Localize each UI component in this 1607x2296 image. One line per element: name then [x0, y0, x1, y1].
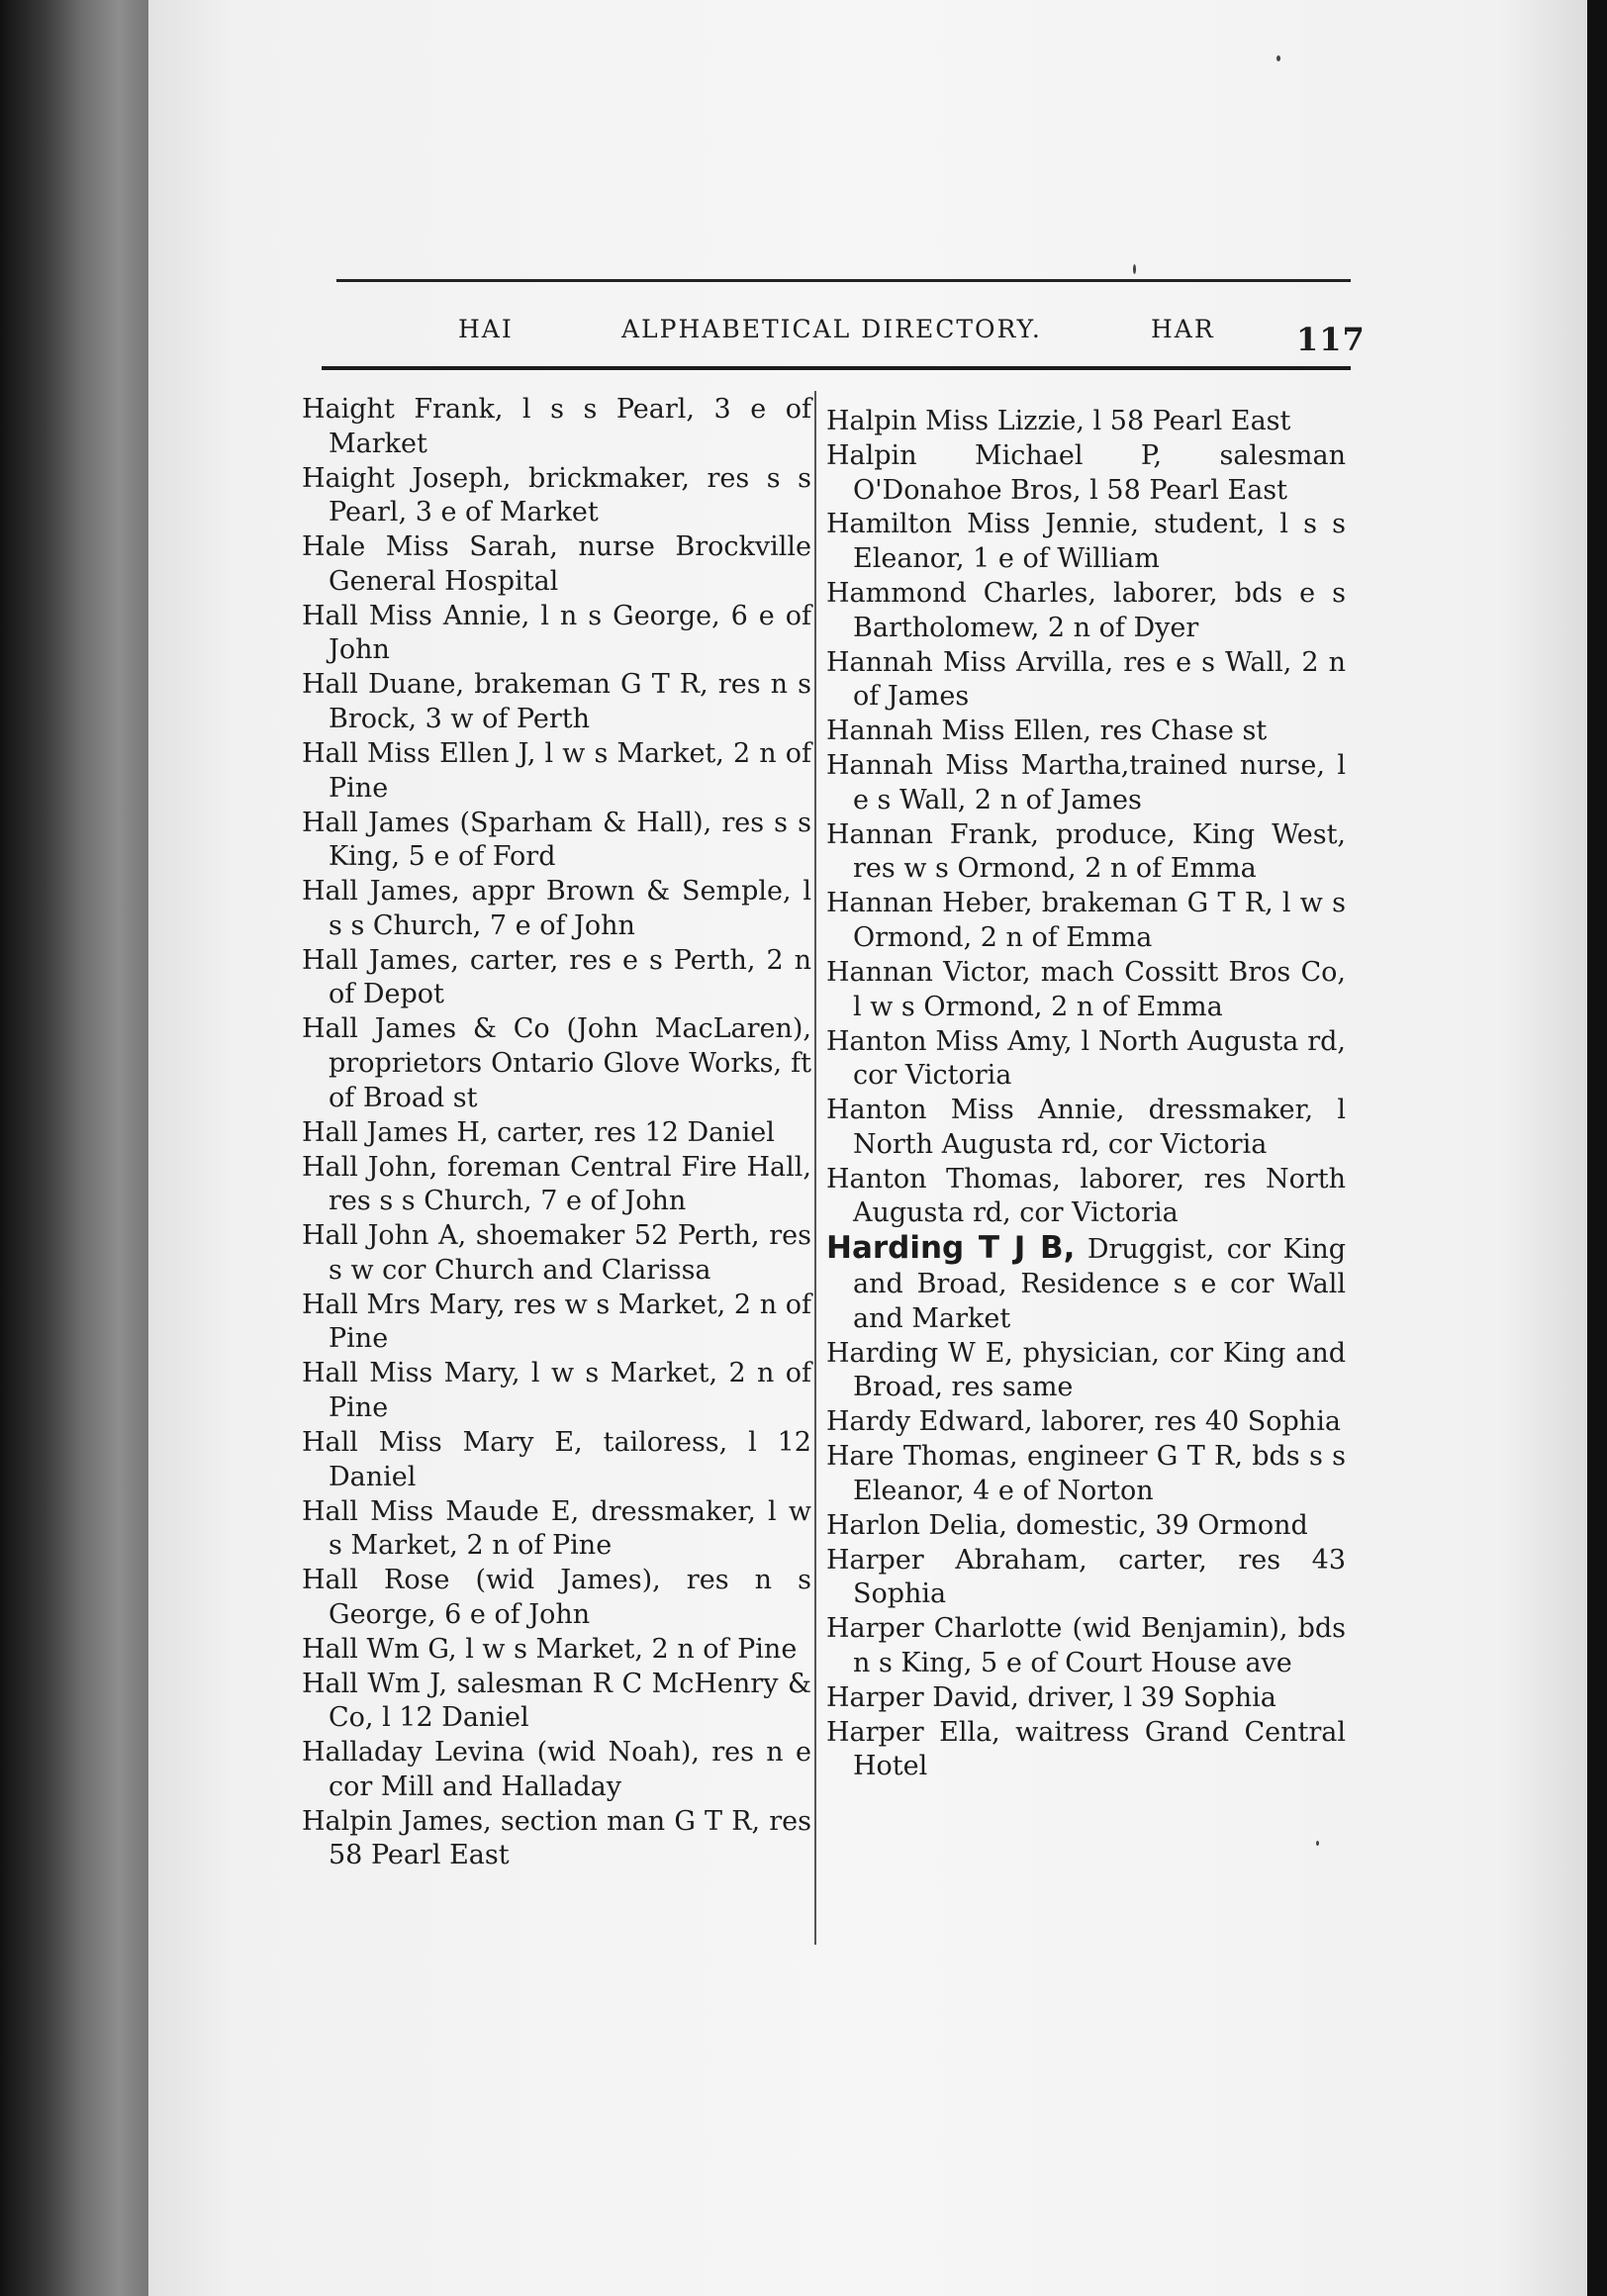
entry-details: l w s Market, 2 n of Pine — [329, 1358, 811, 1424]
entry-details: laborer, res North Augusta rd, cor Victoria — [853, 1163, 1346, 1229]
header-rule-bottom — [322, 366, 1351, 370]
entry-details: trained nurse, l e s Wall, 2 n of James — [853, 750, 1346, 815]
directory-entry — [302, 1116, 811, 1151]
entry-name: Hall John A, — [302, 1220, 467, 1252]
entry-details: l w s Market, 2 n of Pine — [329, 737, 811, 804]
directory-entry — [302, 1633, 811, 1668]
entry-name: Hanton Thomas, — [826, 1163, 1061, 1195]
directory-entry — [302, 1426, 811, 1494]
entry-name: Hall Miss Annie, — [302, 600, 530, 631]
entry-details: student, l s s Eleanor, 1 e of William — [853, 509, 1346, 575]
entry-details: l North Augusta rd, cor Victoria — [853, 1025, 1346, 1092]
entry-name: Hall Wm G, — [302, 1633, 457, 1665]
directory-entry — [302, 1219, 811, 1288]
entry-details: physician, cor King and Broad, res same — [853, 1337, 1347, 1403]
entry-name: Haight Frank, — [302, 394, 504, 425]
entry-name: Hare Thomas, — [826, 1441, 1018, 1473]
directory-entry — [826, 1612, 1346, 1680]
entry-name: Hall Mrs Mary, — [302, 1289, 506, 1320]
entry-details: res w s Market, 2 n of Pine — [329, 1289, 812, 1355]
entry-details: (wid James), res n s George, 6 e of John — [329, 1565, 812, 1630]
book-spine-shadow — [0, 0, 148, 2296]
entry-name: Hall James, — [302, 944, 459, 976]
directory-entry — [302, 393, 811, 461]
entry-name: Hall Miss Mary, — [302, 1358, 520, 1389]
entry-details: mach Cossitt Bros Co, l w s Ormond, 2 n of Emma — [853, 956, 1346, 1022]
entry-details: (wid Noah), res n e cor Mill and Halladay — [329, 1737, 811, 1802]
directory-entry — [302, 1805, 811, 1873]
directory-entry — [826, 405, 1346, 439]
left-column — [302, 393, 811, 1873]
page-edge-shadow — [1587, 0, 1607, 2296]
entry-name: Harlon Delia, — [826, 1509, 1007, 1541]
entry-name: Halpin Miss Lizzie, — [826, 406, 1085, 436]
entry-name: Harper Ella, — [826, 1716, 1000, 1748]
entry-details: carter, res 43 Sophia — [853, 1544, 1347, 1610]
entry-name: Hall James & Co — [302, 1013, 550, 1045]
entry-name: Harding W E, — [826, 1337, 1013, 1369]
directory-entry — [826, 749, 1346, 817]
right-guide-word: HAR — [1151, 315, 1215, 343]
directory-entry — [826, 508, 1346, 576]
entry-details: dressmaker, l w s Market, 2 n of Pine — [329, 1495, 811, 1562]
entry-name: Hamilton Miss Jennie, — [826, 509, 1140, 540]
directory-entry — [302, 807, 811, 875]
directory-entry — [826, 1509, 1346, 1544]
scan-speck — [1316, 1841, 1319, 1846]
directory-entry — [826, 1163, 1346, 1231]
directory-entry — [826, 956, 1346, 1024]
entry-details: Druggist, cor King and Broad, Residence s e cor Wall and Market — [853, 1234, 1346, 1334]
scan-speck — [1133, 264, 1136, 274]
page-title: ALPHABETICAL DIRECTORY. — [621, 315, 1042, 343]
entry-details: brakeman G T R, res n s Brock, 3 w of Perth — [329, 669, 811, 735]
entry-details: (John MacLaren), proprietors Ontario Glove Works, ft of Broad st — [329, 1013, 812, 1113]
directory-entry — [826, 818, 1346, 887]
entry-name: Hall Rose — [302, 1565, 450, 1596]
entry-name: Hanton Miss Annie, — [826, 1095, 1125, 1126]
directory-entry — [826, 1716, 1346, 1784]
directory-entry — [826, 1231, 1346, 1336]
entry-details: driver, l 39 Sophia — [1018, 1681, 1276, 1713]
entry-name: Hall James H, — [302, 1116, 489, 1148]
entry-details: l 58 Pearl East — [1084, 406, 1291, 436]
directory-entry — [302, 875, 811, 943]
entry-name: Hardy Edward, — [826, 1406, 1033, 1438]
entry-details: l s s Pearl, 3 e of Market — [329, 394, 811, 459]
entry-name: Halpin James, — [302, 1805, 492, 1837]
directory-entry — [826, 577, 1346, 645]
entry-details: carter, res 12 Daniel — [488, 1116, 775, 1148]
entry-details: waitress Grand Central Hotel — [853, 1716, 1346, 1782]
entry-details: l n s George, 6 e of John — [329, 600, 812, 666]
entry-name: Haight Joseph, — [302, 462, 512, 494]
entry-details: tailoress, l 12 Daniel — [329, 1426, 811, 1492]
directory-entry — [302, 668, 811, 736]
entry-details: appr Brown & Semple, l s s Church, 7 e of John — [329, 876, 812, 941]
entry-details: brakeman G T R, l w s Ormond, 2 n of Emma — [853, 888, 1346, 954]
entry-details: (wid Benjamin), bds n s King, 5 e of Court House ave — [853, 1613, 1346, 1678]
directory-entry — [826, 1440, 1346, 1508]
entry-details: engineer G T R, bds s s Eleanor, 4 e of Norton — [853, 1441, 1346, 1506]
entry-name: Hall Miss Ellen J, — [302, 737, 536, 769]
entry-details: salesman R C McHenry & Co, l 12 Daniel — [329, 1668, 811, 1734]
entry-name: Hale Miss Sarah, — [302, 531, 558, 563]
entry-name: Hannah Miss Ellen, — [826, 716, 1091, 747]
right-column — [826, 405, 1346, 1784]
entry-details: shoemaker 52 Perth, res s w cor Church and Clarissa — [329, 1220, 811, 1286]
entry-details: salesman O'Donahoe Bros, l 58 Pearl East — [853, 439, 1346, 506]
entry-details: domestic, 39 Ormond — [1007, 1509, 1308, 1541]
entry-name: Hannan Victor, — [826, 956, 1031, 988]
directory-entry — [302, 462, 811, 530]
entry-details: brickmaker, res s s Pearl, 3 e of Market — [329, 462, 811, 528]
directory-entry — [826, 715, 1346, 749]
entry-details: res Chase st — [1091, 716, 1268, 747]
entry-name: Hall Wm J, — [302, 1668, 448, 1699]
directory-entry — [302, 600, 811, 668]
entry-name: Halpin Michael P, — [826, 439, 1163, 471]
entry-name: Harper Charlotte — [826, 1613, 1063, 1645]
directory-entry — [826, 1025, 1346, 1094]
left-guide-word: HAI — [458, 315, 514, 343]
entry-details: nurse Brockville General Hospital — [329, 531, 812, 597]
entry-details: section man G T R, res 58 Pearl East — [329, 1805, 812, 1871]
directory-entry — [302, 1564, 811, 1632]
entry-details: laborer, bds e s Bartholomew, 2 n of Dyer — [853, 578, 1346, 643]
entry-name: Hannan Heber, — [826, 888, 1033, 919]
entry-name: Hall Duane, — [302, 669, 465, 701]
entry-name: Hall John, — [302, 1151, 438, 1183]
directory-entry — [302, 737, 811, 806]
directory-entry — [302, 1289, 811, 1357]
directory-entry — [826, 1405, 1346, 1440]
column-divider — [814, 391, 816, 1945]
entry-name: Halladay Levina — [302, 1737, 525, 1769]
entry-name: Hanton Miss Amy, — [826, 1025, 1073, 1057]
directory-entry — [826, 887, 1346, 955]
directory-entry — [302, 1012, 811, 1115]
entry-details: (Sparham & Hall), res s s King, 5 e of Ford — [329, 807, 811, 873]
entry-name: Hammond Charles, — [826, 578, 1096, 610]
entry-name: Hall James, — [302, 876, 460, 908]
entry-details: l w s Market, 2 n of Pine — [456, 1633, 798, 1665]
directory-entry — [302, 1357, 811, 1425]
entry-details: laborer, res 40 Sophia — [1032, 1406, 1341, 1438]
entry-name: Hall Miss Maude E, — [302, 1495, 580, 1527]
directory-entry — [826, 646, 1346, 715]
page-number: 117 — [1296, 321, 1366, 358]
entry-name: Harper Abraham, — [826, 1544, 1087, 1576]
entry-details: foreman Central Fire Hall, res s s Church, 7 e of John — [329, 1151, 811, 1217]
directory-entry — [826, 1094, 1346, 1162]
directory-entry — [826, 1337, 1346, 1405]
entry-name: Hannah Miss Martha, — [826, 750, 1130, 782]
entry-details: res e s Wall, 2 n of James — [853, 646, 1346, 713]
entry-name: Harding T J B, — [826, 1230, 1076, 1267]
entry-name: Harper David, — [826, 1681, 1019, 1713]
directory-entry — [302, 1151, 811, 1219]
entry-details: dressmaker, l North Augusta rd, cor Victoria — [853, 1095, 1346, 1160]
entry-name: Hall James — [302, 807, 450, 838]
scan-speck — [1276, 55, 1280, 61]
directory-entry — [302, 530, 811, 599]
directory-entry — [302, 1668, 811, 1736]
directory-entry — [826, 439, 1346, 508]
directory-entry — [826, 1544, 1346, 1612]
entry-name: Hannan Frank, — [826, 818, 1039, 850]
directory-entry — [302, 1495, 811, 1564]
directory-entry — [302, 944, 811, 1012]
directory-entry — [302, 1736, 811, 1804]
entry-name: Hannah Miss Arvilla, — [826, 646, 1114, 678]
directory-entry — [826, 1681, 1346, 1716]
entry-details: carter, res e s Perth, 2 n of Depot — [329, 944, 812, 1010]
entry-name: Hall Miss Mary E, — [302, 1426, 583, 1458]
entry-details: produce, King West, res w s Ormond, 2 n of Emma — [853, 818, 1346, 885]
header-rule-top — [336, 279, 1351, 282]
